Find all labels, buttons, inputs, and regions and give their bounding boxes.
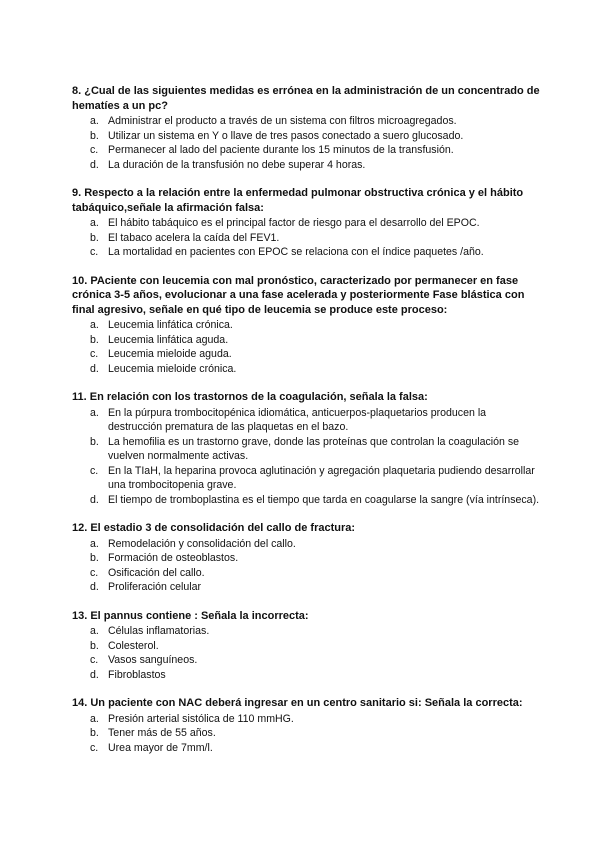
option-letter: c. xyxy=(90,144,99,156)
option-letter: b. xyxy=(90,435,99,448)
question-text: 9. Respecto a la relación entre la enfermedad pulmonar obstructiva crónica y el hábito tabáquico,señale la afirmación falsa: xyxy=(72,187,524,214)
option-item xyxy=(72,580,542,595)
question-10 xyxy=(72,274,542,377)
option-letter: a. xyxy=(90,115,99,127)
option-letter: b. xyxy=(90,639,99,652)
option-text: Osificación del callo. xyxy=(108,566,205,579)
option-item xyxy=(72,639,542,654)
option-text: Formación de osteoblastos. xyxy=(108,552,239,564)
option-text: Células inflamatorias. xyxy=(108,625,210,637)
question-text: 13. El pannus contiene : Señala la incorrecta: xyxy=(72,609,309,622)
option-letter: d. xyxy=(90,493,99,506)
option-text: Leucemia linfática crónica. xyxy=(108,319,233,331)
option-text: Utilizar un sistema en Y o llave de tres pasos conectado a suero glucosado. xyxy=(108,129,464,142)
option-letter: c. xyxy=(90,464,99,477)
option-letter: a. xyxy=(90,406,99,419)
option-item xyxy=(72,726,542,741)
option-text: Remodelación y consolidación del callo. xyxy=(108,537,296,550)
option-letter: a. xyxy=(90,537,99,550)
option-letter: b. xyxy=(90,727,99,739)
option-letter: c. xyxy=(90,348,99,360)
option-item xyxy=(72,333,542,348)
option-item xyxy=(72,347,542,362)
option-item xyxy=(72,114,542,129)
option-letter: c. xyxy=(90,654,99,666)
option-item xyxy=(72,624,542,639)
option-letter: b. xyxy=(90,552,99,564)
option-letter: d. xyxy=(90,362,99,375)
option-item xyxy=(72,216,542,231)
option-text: El tiempo de tromboplastina es el tiempo que tarda en coagularse la sangre (vía intrínseca). xyxy=(108,493,540,506)
question-text: 11. En relación con los trastornos de la coagulación, señala la falsa: xyxy=(72,391,428,403)
option-list xyxy=(72,537,542,595)
question-text: 12. El estadio 3 de consolidación del callo de fractura: xyxy=(72,522,356,534)
question-8 xyxy=(72,84,542,172)
question-text: 14. Un paciente con NAC deberá ingresar en un centro sanitario si: Señala la correcta: xyxy=(72,697,523,709)
option-item xyxy=(72,566,542,581)
option-text: En la púrpura trombocitopénica idiomática, anticuerpos-plaquetarios producen la destrucción prematura de las plaquetas en el bazo. xyxy=(108,406,487,433)
option-letter: a. xyxy=(90,319,99,331)
option-item xyxy=(72,362,542,377)
option-item xyxy=(72,158,542,173)
option-text: Urea mayor de 7mm/l. xyxy=(108,741,213,754)
option-text: Presión arterial sistólica de 110 mmHG. xyxy=(108,712,294,725)
option-letter: d. xyxy=(90,581,99,593)
option-text: Proliferación celular xyxy=(108,581,202,593)
option-text: Tener más de 55 años. xyxy=(108,727,216,739)
option-list xyxy=(72,114,542,172)
option-letter: d. xyxy=(90,158,99,171)
option-item xyxy=(72,668,542,683)
option-item xyxy=(72,741,542,756)
option-item xyxy=(72,435,542,464)
option-list xyxy=(72,712,542,756)
option-list xyxy=(72,318,542,376)
option-list xyxy=(72,624,542,682)
question-14 xyxy=(72,696,542,755)
option-text: El tabaco acelera la caída del FEV1. xyxy=(108,231,280,244)
option-item xyxy=(72,245,542,260)
question-text: 10. PAciente con leucemia con mal pronóstico, caracterizado por permanecer en fase crónica 3-5 años, evolucionar a una fase acelerada y posteriormente Fase blástica con final agresivo, señale en qué tipo de leucemia se produce este proceso: xyxy=(72,274,525,316)
option-letter: b. xyxy=(90,129,99,142)
option-letter: a. xyxy=(90,217,99,229)
option-item xyxy=(72,129,542,144)
option-item xyxy=(72,143,542,158)
option-text: La mortalidad en pacientes con EPOC se relaciona con el índice paquetes /año. xyxy=(108,246,484,258)
question-12 xyxy=(72,521,542,595)
question-list xyxy=(72,84,542,769)
option-letter: d. xyxy=(90,668,99,681)
option-text: El hábito tabáquico es el principal factor de riesgo para el desarrollo del EPOC. xyxy=(108,217,480,229)
option-text: Leucemia mieloide crónica. xyxy=(108,362,237,375)
option-item xyxy=(72,231,542,246)
option-letter: a. xyxy=(90,625,99,637)
option-text: Leucemia linfática aguda. xyxy=(108,333,229,346)
question-11 xyxy=(72,390,542,507)
option-item xyxy=(72,653,542,668)
option-letter: c. xyxy=(90,246,99,258)
option-item xyxy=(72,537,542,552)
option-text: Colesterol. xyxy=(108,639,159,652)
option-text: Leucemia mieloide aguda. xyxy=(108,348,232,360)
option-item xyxy=(72,551,542,566)
option-item xyxy=(72,318,542,333)
option-item xyxy=(72,712,542,727)
option-list xyxy=(72,406,542,508)
option-text: Fibroblastos xyxy=(108,668,166,681)
option-letter: c. xyxy=(90,566,99,579)
question-text: 8. ¿Cual de las siguientes medidas es errónea en la administración de un concentrado de hematíes a un pc? xyxy=(72,85,540,112)
option-text: Vasos sanguíneos. xyxy=(108,654,198,666)
question-13 xyxy=(72,609,542,683)
option-item xyxy=(72,464,542,493)
option-text: La hemofilia es un trastorno grave, donde las proteínas que controlan la coagulación se vuelven normalmente activas. xyxy=(108,435,520,462)
option-letter: a. xyxy=(90,712,99,725)
option-text: En la TIaH, la heparina provoca aglutinación y agregación plaquetaria pudiendo desarrollar una trombocitopenia grave. xyxy=(108,464,535,491)
option-item xyxy=(72,406,542,435)
option-letter: c. xyxy=(90,741,99,754)
option-letter: b. xyxy=(90,231,99,244)
option-list xyxy=(72,216,542,260)
option-item xyxy=(72,493,542,508)
option-text: La duración de la transfusión no debe superar 4 horas. xyxy=(108,158,366,171)
option-text: Permanecer al lado del paciente durante los 15 minutos de la transfusión. xyxy=(108,144,454,156)
question-9 xyxy=(72,186,542,260)
option-text: Administrar el producto a través de un sistema con filtros microagregados. xyxy=(108,115,457,127)
option-letter: b. xyxy=(90,333,99,346)
